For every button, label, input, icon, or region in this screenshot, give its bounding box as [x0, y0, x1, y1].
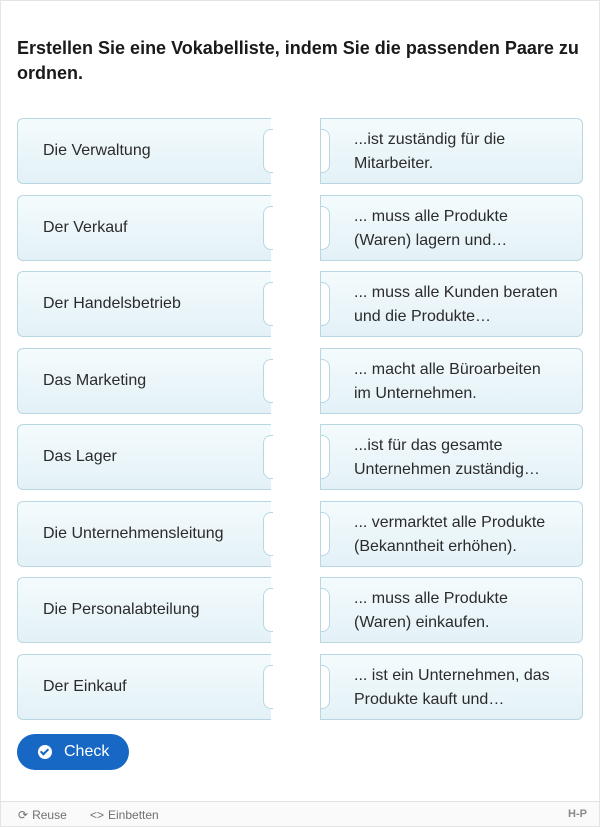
pair-row	[17, 654, 583, 720]
term-card[interactable]	[17, 348, 271, 414]
term-label: Die Personalabteilung	[43, 601, 200, 618]
drag-notch	[320, 129, 330, 173]
check-button[interactable]	[17, 734, 129, 770]
drop-slot	[263, 435, 273, 479]
term-card[interactable]	[17, 424, 271, 490]
term-card[interactable]	[17, 577, 271, 643]
term-label: Das Lager	[43, 448, 117, 465]
term-label: Der Einkauf	[43, 677, 127, 695]
term-card[interactable]	[17, 195, 271, 261]
embed-label: Einbetten	[108, 808, 159, 822]
definition-label: ...ist für das gesamte Unternehmen zuständig…	[354, 437, 540, 478]
pair-row	[17, 195, 583, 261]
reuse-icon: ⟳	[18, 808, 29, 822]
definition-card[interactable]	[320, 654, 583, 720]
term-label: Die Verwaltung	[43, 142, 151, 159]
drag-notch	[320, 359, 330, 403]
pair-row	[17, 577, 583, 643]
drop-slot	[263, 282, 273, 326]
term-card[interactable]	[17, 118, 271, 184]
drop-slot	[263, 206, 273, 250]
term-label: Der Verkauf	[43, 218, 128, 236]
pair-row	[17, 271, 583, 337]
definition-card[interactable]	[320, 577, 583, 643]
drag-notch	[320, 435, 330, 479]
term-card[interactable]	[17, 271, 271, 337]
term-card[interactable]	[17, 501, 271, 567]
drop-slot	[263, 129, 273, 173]
drag-notch	[320, 665, 330, 709]
term-label: Die Unternehmensleitung	[43, 524, 224, 542]
term-label: Der Handelsbetrieb	[43, 295, 181, 312]
definition-card[interactable]	[320, 501, 583, 567]
reuse-label: Reuse	[32, 808, 67, 822]
definition-card[interactable]	[320, 348, 583, 414]
drop-slot	[263, 359, 273, 403]
term-label: Das Marketing	[43, 371, 147, 389]
drag-notch	[320, 206, 330, 250]
definition-label: ... muss alle Kunden beraten und die Produkte…	[354, 284, 558, 325]
reuse-button[interactable]	[18, 808, 67, 822]
definition-card[interactable]	[320, 424, 583, 490]
drag-notch	[320, 282, 330, 326]
definition-label: ... vermarktet alle Produkte (Bekanntheit erhöhen).	[354, 513, 546, 555]
footer-bar	[1, 801, 599, 826]
definition-card[interactable]	[320, 271, 583, 337]
definition-label: ... muss alle Produkte (Waren) lagern und…	[354, 207, 508, 249]
pair-row	[17, 348, 583, 414]
drag-notch	[320, 588, 330, 632]
check-button-label: Check	[64, 743, 110, 760]
drag-notch	[320, 512, 330, 556]
pair-row	[17, 118, 583, 184]
definition-label: ... muss alle Produkte (Waren) einkaufen.	[354, 590, 508, 631]
check-circle-icon	[38, 745, 52, 759]
definition-label: ... ist ein Unternehmen, das Produkte kauft und…	[354, 666, 550, 708]
term-card[interactable]	[17, 654, 271, 720]
h5p-logo[interactable]: H-P	[568, 808, 587, 820]
drop-slot	[263, 665, 273, 709]
pair-row	[17, 501, 583, 567]
definition-label: ...ist zuständig für die Mitarbeiter.	[354, 131, 506, 172]
pair-row	[17, 424, 583, 490]
drop-slot	[263, 512, 273, 556]
question-title: Erstellen Sie eine Vokabelliste, indem Sie die passenden Paare zu ordnen.	[17, 38, 579, 83]
code-icon: <>	[90, 808, 105, 822]
definition-card[interactable]	[320, 118, 583, 184]
drop-slot	[263, 588, 273, 632]
embed-button[interactable]	[90, 808, 159, 822]
definition-card[interactable]	[320, 195, 583, 261]
matching-rows	[17, 118, 583, 730]
definition-label: ... macht alle Büroarbeiten im Unternehmen.	[354, 360, 541, 402]
